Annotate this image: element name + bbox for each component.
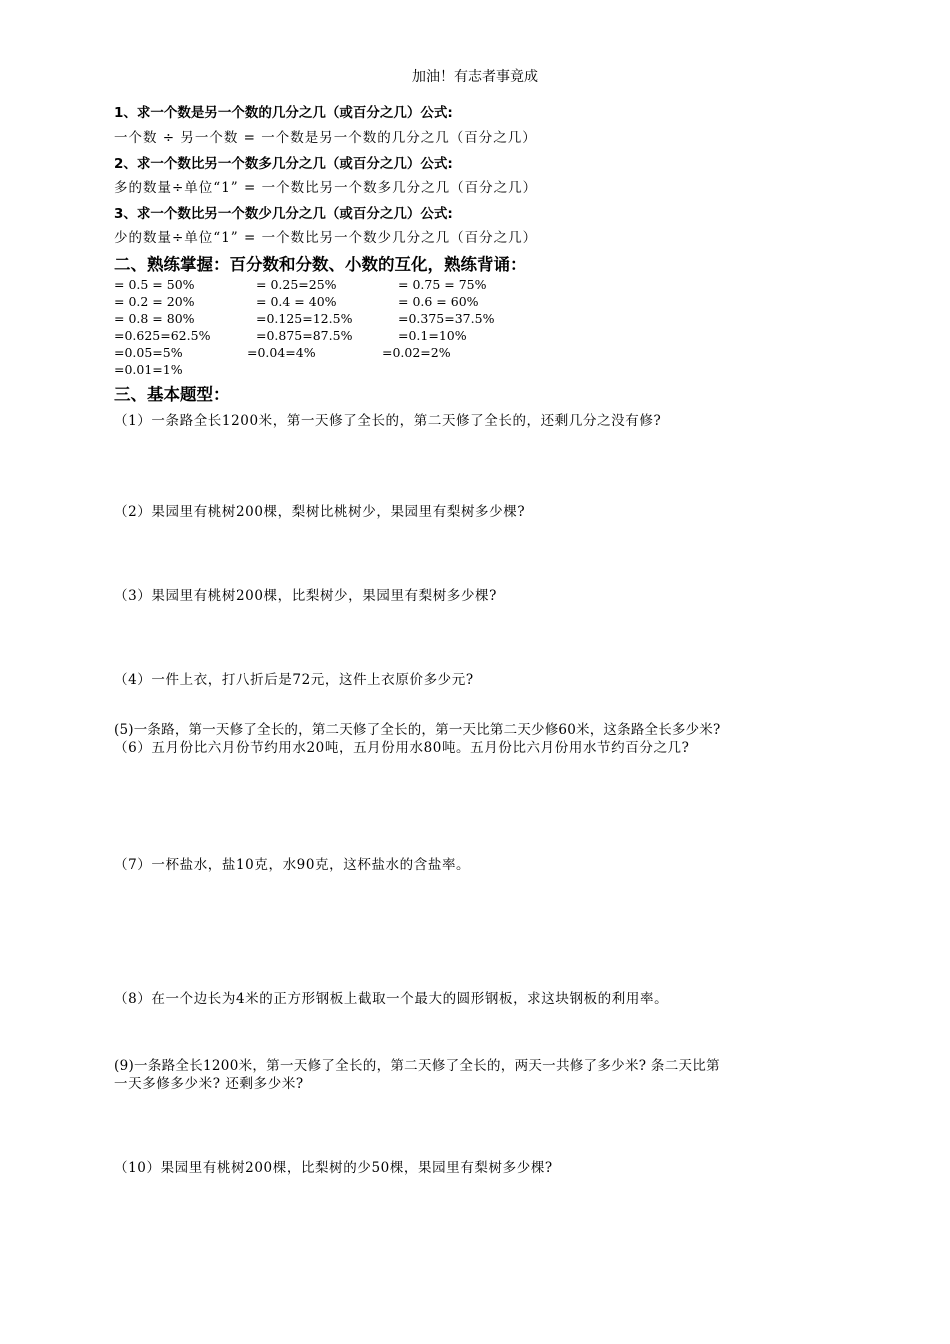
question-10: （10）果园里有桃树200棵，比梨树的少50棵，果园里有梨树多少棵? xyxy=(114,1160,553,1176)
conversion-cell: = 0.75 = 75% xyxy=(398,277,487,292)
question-4: （4）一件上衣，打八折后是72元，这件上衣原价多少元? xyxy=(114,672,474,688)
conversion-cell: =0.375=37.5% xyxy=(398,311,495,326)
conversion-cell: = 0.8 = 80% xyxy=(114,311,195,326)
formula-2-title: 2、求一个数比另一个数多几分之几（或百分之几）公式: xyxy=(114,156,453,172)
formula-1-body: 一个数 ÷ 另一个数 = 一个数是另一个数的几分之几（百分之几） xyxy=(114,130,537,146)
question-5: (5)一条路，第一天修了全长的，第二天修了全长的，第一天比第二天少修60米，这条路全长多少米? xyxy=(114,722,721,738)
question-6: （6）五月份比六月份节约用水20吨，五月份用水80吨。五月份比六月份用水节约百分之几? xyxy=(114,740,690,756)
formula-2-body: 多的数量÷单位“1” = 一个数比另一个数多几分之几（百分之几） xyxy=(114,180,538,196)
conversion-cell: =0.875=87.5% xyxy=(256,328,353,343)
conversion-cell: =0.05=5% xyxy=(114,345,183,360)
question-2: （2）果园里有桃树200棵，梨树比桃树少，果园里有梨树多少棵? xyxy=(114,504,526,520)
conversion-cell: =0.625=62.5% xyxy=(114,328,211,343)
conversion-cell: = 0.6 = 60% xyxy=(398,294,479,309)
conversion-cell: =0.125=12.5% xyxy=(256,311,353,326)
question-1: （1）一条路全长1200米，第一天修了全长的，第二天修了全长的，还剩几分之没有修? xyxy=(114,413,662,429)
question-3: （3）果园里有桃树200棵，比梨树少，果园里有梨树多少棵? xyxy=(114,588,497,604)
section-3-title: 三、基本题型： xyxy=(114,385,230,404)
question-7: （7）一杯盐水，盐10克，水90克，这杯盐水的含盐率。 xyxy=(114,857,471,873)
question-8: （8）在一个边长为4米的正方形钢板上截取一个最大的圆形钢板，求这块钢板的利用率。 xyxy=(114,991,669,1007)
conversion-cell: = 0.2 = 20% xyxy=(114,294,195,309)
conversion-cell: =0.04=4% xyxy=(247,345,316,360)
conversion-cell: = 0.5 = 50% xyxy=(114,277,195,292)
formula-3-body: 少的数量÷单位“1” = 一个数比另一个数少几分之几（百分之几） xyxy=(114,230,538,246)
question-9-line-2: 一天多修多少米? 还剩多少米? xyxy=(114,1076,304,1092)
conversion-cell: =0.01=1% xyxy=(114,362,183,377)
formula-3-title: 3、求一个数比另一个数少几分之几（或百分之几）公式: xyxy=(114,206,453,222)
page-header: 加油！有志者事竟成 xyxy=(412,69,538,85)
conversion-cell: =0.1=10% xyxy=(398,328,467,343)
question-9-line-1: (9)一条路全长1200米，第一天修了全长的，第二天修了全长的，两天一共修了多少米? 条二天比第 xyxy=(114,1058,720,1074)
formula-1-title: 1、求一个数是另一个数的几分之几（或百分之几）公式: xyxy=(114,105,453,121)
conversion-cell: = 0.25=25% xyxy=(256,277,337,292)
conversion-cell: =0.02=2% xyxy=(382,345,451,360)
conversion-cell: = 0.4 = 40% xyxy=(256,294,337,309)
section-2-title: 二、熟练掌握：百分数和分数、小数的互化，熟练背诵： xyxy=(114,255,527,274)
